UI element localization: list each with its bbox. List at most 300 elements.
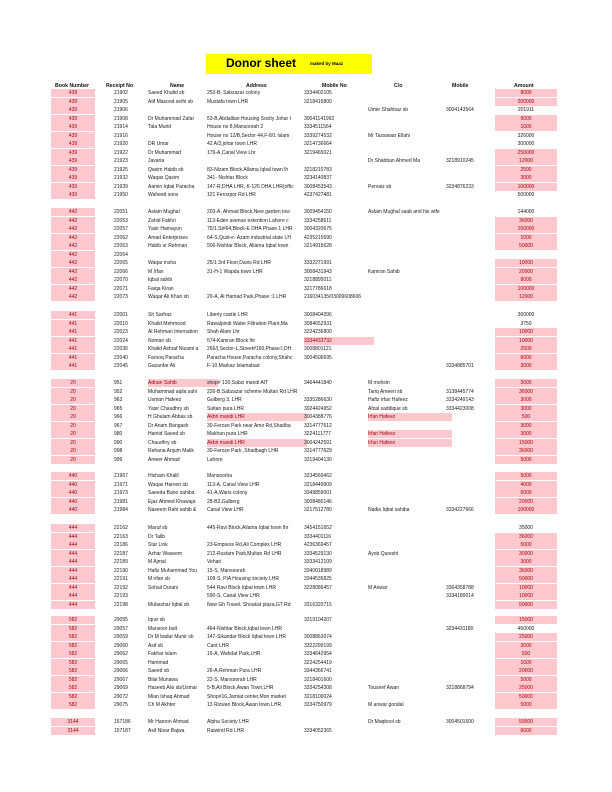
amount-cell: 15000: [495, 616, 557, 624]
mobile-no-cell: 3024424952: [304, 405, 332, 412]
table-row: [0, 328, 612, 336]
table-row: [0, 727, 612, 735]
mobile-no-cell: 3219465021: [304, 149, 332, 156]
table-row: [0, 472, 612, 480]
amount-cell: 50000: [495, 242, 557, 250]
table-row: [0, 718, 612, 726]
book-number-cell: 444: [51, 575, 95, 583]
table-row: [0, 601, 612, 609]
table-row: [0, 166, 612, 174]
address-cell: 5-B,Ali Block,Awan Town,LHR: [207, 685, 274, 691]
table-row: [0, 625, 612, 633]
receipt-no-cell: 157186: [114, 719, 131, 725]
book-number-cell: 20: [51, 439, 95, 447]
name-cell: H Ghulam Abbas sb: [148, 414, 193, 420]
mobile-no-cell: 4235215690: [304, 234, 332, 241]
book-number-cell: 439: [51, 174, 95, 182]
mobile-cell: 3334249143: [446, 397, 474, 403]
name-cell: Sohail Durani: [148, 584, 179, 591]
care-of-cell: Mr Tassawar Ellahi: [368, 132, 410, 139]
book-number-cell: 444: [51, 541, 95, 549]
table-row: [0, 430, 612, 438]
table-row: [0, 659, 612, 667]
book-number-cell: 444: [51, 567, 95, 575]
table-row: [0, 575, 612, 583]
name-cell: Khalid Ashraf Nizami a: [148, 346, 199, 352]
receipt-no-cell: 29066: [114, 668, 128, 674]
amount-cell: 500: [495, 650, 557, 658]
mobile-no-cell: 3334750979: [304, 702, 332, 708]
address-cell: 544 Ravi Block Iqbal town LHR: [207, 584, 276, 591]
mobile-no-cell: 3334642954: [304, 651, 332, 657]
amount-cell: 3000: [495, 422, 557, 430]
table-row: [0, 140, 612, 148]
page-title: Donor sheet: [226, 56, 297, 70]
name-cell: Amad Enterprises: [148, 234, 188, 241]
mobile-no-cell: 3344366741: [304, 668, 332, 674]
name-cell: Iqrar sb: [148, 617, 165, 623]
table-row: [0, 337, 612, 345]
name-cell: Asif Nisar Bajwa: [148, 728, 185, 734]
address-cell: 16-A, Wahdat Park,LHR: [207, 651, 261, 657]
address-cell: 121 Ferozpor Rd LHR: [207, 192, 256, 198]
name-cell: Mian Ishaq Ahmad: [148, 693, 190, 700]
table-row: [0, 541, 612, 549]
amount-cell: 250000: [495, 149, 557, 157]
book-number-cell: 440: [51, 481, 95, 489]
table-row: [0, 439, 612, 447]
book-number-cell: 440: [51, 498, 95, 506]
receipt-no-cell: 21920: [114, 141, 128, 147]
receipt-no-cell: 21922: [114, 149, 128, 156]
amount-cell: 6000: [495, 727, 557, 735]
name-cell: Dr Anam Bangash: [148, 422, 189, 429]
mobile-no-cell: 3004388776: [304, 414, 332, 420]
title-banner: [206, 54, 372, 74]
receipt-no-cell: 21984: [114, 507, 128, 513]
address-cell: 25/1 3rd Floor,Davis Rd LHR: [207, 260, 271, 266]
book-number-cell: 439: [51, 149, 95, 157]
mobile-no-cell: 3008404396: [304, 312, 332, 318]
name-cell: Rehana Anjum Malik: [148, 448, 194, 454]
name-cell: Aamin Iqbal Paracha: [148, 183, 195, 190]
mobile-no-cell: 3218895011: [304, 277, 332, 283]
amount-cell: 15000: [495, 439, 557, 447]
address-cell: 445-Ravi Block,Allama Iqbal town lhr: [207, 525, 289, 531]
table-row: [0, 183, 612, 191]
book-number-cell: 439: [51, 106, 95, 114]
book-number-cell: 441: [51, 311, 95, 319]
amount-cell: 360000: [517, 312, 535, 318]
address-cell: 26-A,Rehman Pura LHR: [207, 668, 262, 674]
address-cell: 42 A/3,johar town LHR: [207, 141, 258, 147]
amount-cell: 9000: [495, 115, 557, 123]
book-number-cell: 582: [51, 659, 95, 667]
name-cell: Farooq Paracha: [148, 354, 184, 361]
table-row: [0, 174, 612, 182]
name-cell: Hammad: [148, 659, 169, 666]
receipt-no-cell: 29065: [114, 659, 128, 666]
name-cell: Atif Masood sethi sb: [148, 98, 194, 105]
table-row: [0, 132, 612, 140]
address-cell: 266/I,Sector-L,Street#160,Phase:I,DH: [207, 346, 292, 352]
book-number-cell: 582: [51, 616, 95, 624]
receipt-no-cell: 990: [114, 439, 123, 446]
name-cell: Ch M Akhter: [148, 702, 176, 708]
address-cell: 590-S, Canal View LHR: [207, 593, 260, 599]
address-cell: 203-A, Ahmad Block,New garden tow: [207, 209, 290, 215]
name-cell: Maruf sb: [148, 525, 168, 531]
table-row: [0, 285, 612, 293]
name-cell: Waqar Ali Khan sb: [148, 294, 189, 300]
book-number-cell: 444: [51, 601, 95, 609]
mobile-no-cell: 3234569462: [304, 473, 332, 479]
amount-cell: 3000: [495, 379, 557, 387]
name-cell: Tala Murid: [148, 124, 172, 130]
mobile-no-cell: 3334258611: [304, 217, 332, 224]
name-cell: Mr Haroon Ahmad: [148, 719, 189, 725]
receipt-no-cell: 22053: [114, 217, 128, 224]
book-number-cell: 442: [51, 276, 95, 284]
book-number-cell: 20: [51, 430, 95, 438]
name-cell: Saeed Khalid sb: [148, 90, 185, 96]
receipt-no-cell: 22045: [114, 363, 128, 369]
address-cell: Shop#16,Jamiat center,Mon market: [207, 693, 286, 700]
book-number-cell: 439: [51, 123, 95, 131]
book-number-cell: 444: [51, 584, 95, 592]
table-row: [0, 592, 612, 600]
book-number-cell: 444: [51, 533, 95, 541]
amount-cell: 500: [495, 413, 557, 421]
book-number-cell: 442: [51, 208, 95, 216]
care-of-cell: M mohsin: [368, 380, 390, 386]
table-row: [0, 276, 612, 284]
mobile-no-cell: 3008801121: [304, 346, 332, 352]
table-row: [0, 320, 612, 328]
address-cell: 23-Empress Rd,Ali Complex LHR: [207, 542, 282, 548]
table-row: [0, 242, 612, 250]
receipt-no-cell: 21923: [114, 158, 128, 164]
receipt-no-cell: 21914: [114, 124, 128, 130]
receipt-no-cell: 22191: [114, 576, 128, 582]
name-cell: Star Link: [148, 542, 168, 548]
book-number-cell: 439: [51, 132, 95, 140]
mobile-cell: 3218868794: [446, 685, 474, 691]
receipt-no-cell: 21925: [114, 166, 128, 173]
mobile-no-cell: 3218401600: [304, 676, 332, 683]
header-amount: Amount: [514, 83, 534, 89]
mobile-no-cell: 3084652931: [304, 320, 332, 327]
table-row: [0, 633, 612, 641]
table-row: [0, 354, 612, 362]
mobile-no-cell: 3349859001: [304, 490, 332, 496]
table-row: [0, 157, 612, 165]
table-row: [0, 362, 612, 370]
address-cell: 15-S, Mansoorah: [207, 567, 246, 574]
book-number-cell: 439: [51, 157, 95, 165]
mobile-no-cell: 3334052365: [304, 728, 332, 734]
table-row: [0, 106, 612, 114]
receipt-no-cell: 29057: [114, 625, 128, 632]
receipt-no-cell: 21971: [114, 481, 128, 488]
mobile-no-cell: 3214915628: [304, 243, 332, 249]
table-row: [0, 567, 612, 575]
book-number-cell: 20: [51, 413, 95, 421]
book-number-cell: 439: [51, 183, 95, 191]
book-number-cell: 20: [51, 456, 95, 464]
care-of-cell: Dr Shabban Ahmed Ma: [368, 158, 420, 164]
amount-cell: 10000: [495, 584, 557, 592]
mobile-no-cell: 3219104207: [304, 617, 332, 623]
address-cell: 341- Nishtar Block: [207, 175, 248, 181]
amount-cell: 100000: [495, 285, 557, 293]
name-cell: Hafiz Muhammad You: [148, 567, 197, 574]
receipt-no-cell: 22001: [114, 312, 128, 318]
amount-cell: 25000: [495, 633, 557, 641]
address-cell: Makhan pura LHR: [207, 431, 248, 437]
name-cell: Hisham Khalil: [148, 473, 179, 479]
name-cell: Habib ur Rehman: [148, 243, 188, 249]
mobile-cell: 3364358788: [446, 584, 474, 591]
book-number-cell: 442: [51, 293, 95, 301]
book-number-cell: 20: [51, 405, 95, 413]
receipt-no-cell: 22024: [114, 337, 128, 344]
book-number-cell: 20: [51, 396, 95, 404]
mobile-no-cell: 3004506695: [304, 354, 332, 361]
book-number-cell: 20: [51, 422, 95, 430]
receipt-no-cell: 22192: [114, 584, 128, 591]
table-row: [0, 616, 612, 624]
name-cell: Hamid Saeed sb: [148, 431, 185, 437]
amount-cell: 3000: [495, 430, 557, 438]
address-cell: 30-Feroze Park near Amir Rd,Shadba: [207, 422, 291, 429]
table-row: [0, 506, 612, 514]
amount-cell: 35000: [519, 525, 533, 531]
receipt-no-cell: 980: [114, 431, 123, 437]
name-cell: Waqas Qasim: [148, 175, 180, 181]
header-receipt-no: Receipt No: [106, 83, 134, 89]
receipt-no-cell: 22057: [114, 226, 128, 232]
table-row: [0, 379, 612, 387]
book-number-cell: 444: [51, 592, 95, 600]
care-of-cell: Dr Maqbool sb: [368, 719, 401, 725]
table-row: [0, 123, 612, 131]
receipt-no-cell: 966: [114, 414, 123, 420]
book-number-cell: 440: [51, 472, 95, 480]
name-cell: Waqas Haroon sb: [148, 481, 188, 488]
care-of-cell: Irfan Hafeez: [368, 439, 452, 447]
amount-cell: 10000: [495, 259, 557, 267]
receipt-no-cell: 21906: [114, 107, 128, 113]
receipt-no-cell: 21973: [114, 490, 128, 496]
receipt-no-cell: 22073: [114, 294, 128, 300]
receipt-no-cell: 963: [114, 397, 123, 403]
book-number-cell: 582: [51, 625, 95, 633]
care-of-cell: Tariq Ameen sb: [368, 388, 403, 395]
name-cell: M irfan sb: [148, 576, 170, 582]
care-of-cell: Afzal saddique sb: [368, 405, 408, 412]
book-number-cell: 439: [51, 89, 95, 97]
book-number-cell: 582: [51, 633, 95, 641]
table-row: [0, 684, 612, 692]
table-row: [0, 217, 612, 225]
receipt-no-cell: 22071: [114, 285, 128, 292]
receipt-no-cell: 29067: [114, 676, 128, 683]
address-cell: 31-H-1 Wapda town LHR: [207, 268, 263, 275]
name-cell: Aslam Mughal: [148, 209, 180, 215]
address-cell: 226-B,Sabzazar scheme Multan Rd LHR: [207, 388, 298, 395]
mobile-no-cell: 216034135/03009608606: [304, 294, 362, 300]
amount-cell: 6000: [495, 489, 557, 497]
address-cell: Vehari: [207, 559, 222, 565]
receipt-no-cell: 22051: [114, 209, 128, 215]
address-cell: 20-A, Al Hamad Park,Phase :1 LHR: [207, 294, 287, 300]
name-cell: Dr Muhammad: [148, 149, 182, 156]
address-cell: 147-Sikandar Block Iqbal town LHR: [207, 634, 286, 640]
book-number-cell: 441: [51, 320, 95, 328]
book-number-cell: 440: [51, 489, 95, 497]
book-number-cell: 439: [51, 115, 95, 123]
name-cell: Saeed sb: [148, 668, 170, 674]
table-row: [0, 259, 612, 267]
book-number-cell: 582: [51, 701, 95, 709]
table-row: [0, 584, 612, 592]
amount-cell: 500000: [517, 192, 535, 198]
amount-cell: 59500: [495, 718, 557, 726]
table-row: [0, 225, 612, 233]
care-of-cell: Hafiz irfan Hafeez: [368, 397, 408, 403]
mobile-no-cell: 3004242591: [304, 439, 332, 446]
mobile-no-cell: 3316320715: [304, 601, 332, 608]
mobile-no-cell: 3332271991: [304, 260, 332, 266]
header-book-number: Book Number: [55, 83, 90, 89]
table-row: [0, 524, 612, 532]
mobile-no-cell: 3333412109: [304, 559, 332, 565]
mobile-no-cell: 3322299199: [304, 642, 332, 649]
mobile-no-cell: 3217512780: [304, 507, 332, 513]
mobile-no-cell: 3314777629: [304, 448, 332, 454]
mobile-cell: 3218910245: [446, 158, 474, 164]
mobile-no-cell: 3224111777: [304, 431, 332, 437]
care-of-cell: Irfan Hafeez: [368, 430, 452, 438]
mobile-cell: 3138445774: [446, 388, 474, 395]
name-cell: Fakhar islam: [148, 651, 177, 657]
address-cell: Sultan pura LHR: [207, 405, 244, 412]
address-cell: Mustafa town LHR: [207, 98, 249, 105]
table-row: [0, 396, 612, 404]
name-cell: Iqbal sahib: [148, 277, 173, 283]
amount-cell: 201911: [517, 107, 535, 113]
name-cell: Haseeb Alvi sb/Usmar: [148, 685, 198, 691]
care-of-cell: Nadia Iqbal sahiba: [368, 507, 410, 513]
address-cell: 64-S,Quid-e- Azam industrial state LH: [207, 234, 291, 241]
receipt-no-cell: 29069: [114, 685, 128, 691]
table-row: [0, 642, 612, 650]
amount-cell: 3000: [495, 405, 557, 413]
address-cell: 574-Kamran Block lhr: [207, 337, 256, 344]
table-row: [0, 498, 612, 506]
address-cell: 13 Rizwan Block,Awan town LHR: [207, 702, 282, 708]
table-row: [0, 558, 612, 566]
receipt-no-cell: 29062: [114, 651, 128, 657]
amount-cell: 1000: [495, 659, 557, 667]
mobile-no-cell: 3008480146: [304, 498, 332, 505]
mobile-no-cell: 3334529130: [304, 550, 332, 557]
book-number-cell: 3144: [51, 718, 95, 726]
name-cell: Dr M badar Munir sb: [148, 634, 194, 640]
book-number-cell: 439: [51, 191, 95, 199]
name-cell: Khalid Mehmood: [148, 320, 186, 327]
receipt-no-cell: 22163: [114, 533, 128, 540]
address-cell: House no 8,Mansoorah 2: [207, 124, 264, 130]
book-number-cell: 20: [51, 379, 95, 387]
table-row: [0, 701, 612, 709]
book-number-cell: 582: [51, 667, 95, 675]
name-cell: Sh Sarfraz: [148, 312, 172, 318]
table-row: [0, 311, 612, 319]
mobile-cell: 3334885701: [446, 363, 474, 369]
mobile-no-cell: 3008453543: [304, 183, 332, 190]
receipt-no-cell: 22190: [114, 567, 128, 574]
table-row: [0, 667, 612, 675]
receipt-no-cell: 22187: [114, 550, 128, 557]
mobile-no-cell: 3334511564: [304, 124, 332, 130]
amount-cell: 200000: [495, 98, 557, 106]
address-cell: Gulberg 3, LHR: [207, 397, 242, 403]
header-co: C/o: [394, 83, 403, 89]
address-cell: 506-Nishtar Block, Allama Iqbal town: [207, 243, 289, 249]
address-cell: Shah Alam Lhr: [207, 329, 240, 335]
name-cell: Mubashar Iqbal sb: [148, 601, 190, 608]
book-number-cell: 582: [51, 684, 95, 692]
book-number-cell: 442: [51, 285, 95, 293]
name-cell: Gazanfar Ali: [148, 363, 176, 369]
amount-cell: 5000: [495, 472, 557, 480]
address-cell: Paracha House,Paracha colony,Shahc: [207, 354, 293, 361]
receipt-no-cell: 29055: [114, 617, 128, 623]
receipt-no-cell: 21939: [114, 183, 128, 190]
mobile-cell: 3004143564: [446, 107, 474, 113]
mobile-no-cell: 3218449909: [304, 481, 332, 488]
care-of-cell: Umer Shahbaz sb: [368, 107, 409, 113]
name-cell: Waheed sons: [148, 192, 179, 198]
amount-cell: 1000: [495, 123, 557, 131]
book-number-cell: 582: [51, 693, 95, 701]
receipt-no-cell: 22010: [114, 320, 128, 327]
name-cell: Azhar Waseem: [148, 550, 182, 557]
address-cell: 179-A,Canal View Lhr: [207, 149, 256, 156]
receipt-no-cell: 21908: [114, 115, 128, 122]
name-cell: Dr Talib: [148, 533, 165, 540]
amount-cell: 4000: [495, 481, 557, 489]
mobile-no-cell: 3218210783: [304, 166, 332, 173]
mobile-no-cell: 3335286630: [304, 397, 332, 403]
book-number-cell: 3144: [51, 727, 95, 735]
mobile-no-cell: 3339274532: [304, 132, 332, 139]
book-number-cell: 441: [51, 362, 95, 370]
address-cell: Raiwind Rd LHR: [207, 728, 244, 734]
receipt-no-cell: 29072: [114, 693, 128, 700]
name-cell: Yasir Hamayun: [148, 226, 182, 232]
book-number-cell: 439: [51, 98, 95, 106]
name-cell: Muhammad aqila sahi: [148, 388, 197, 395]
mobile-no-cell: 3219404130: [304, 456, 332, 463]
care-of-cell: M Anwar: [368, 584, 388, 591]
mobile-no-cell: 3234140837: [304, 175, 332, 181]
address-cell: 41-A,Waris colony: [207, 490, 248, 496]
address-cell: 109-S, PIA Housing society LHR: [207, 576, 279, 582]
address-cell: 75/1,St#64,Block-E DHA Phase 1 LHR: [207, 226, 293, 232]
